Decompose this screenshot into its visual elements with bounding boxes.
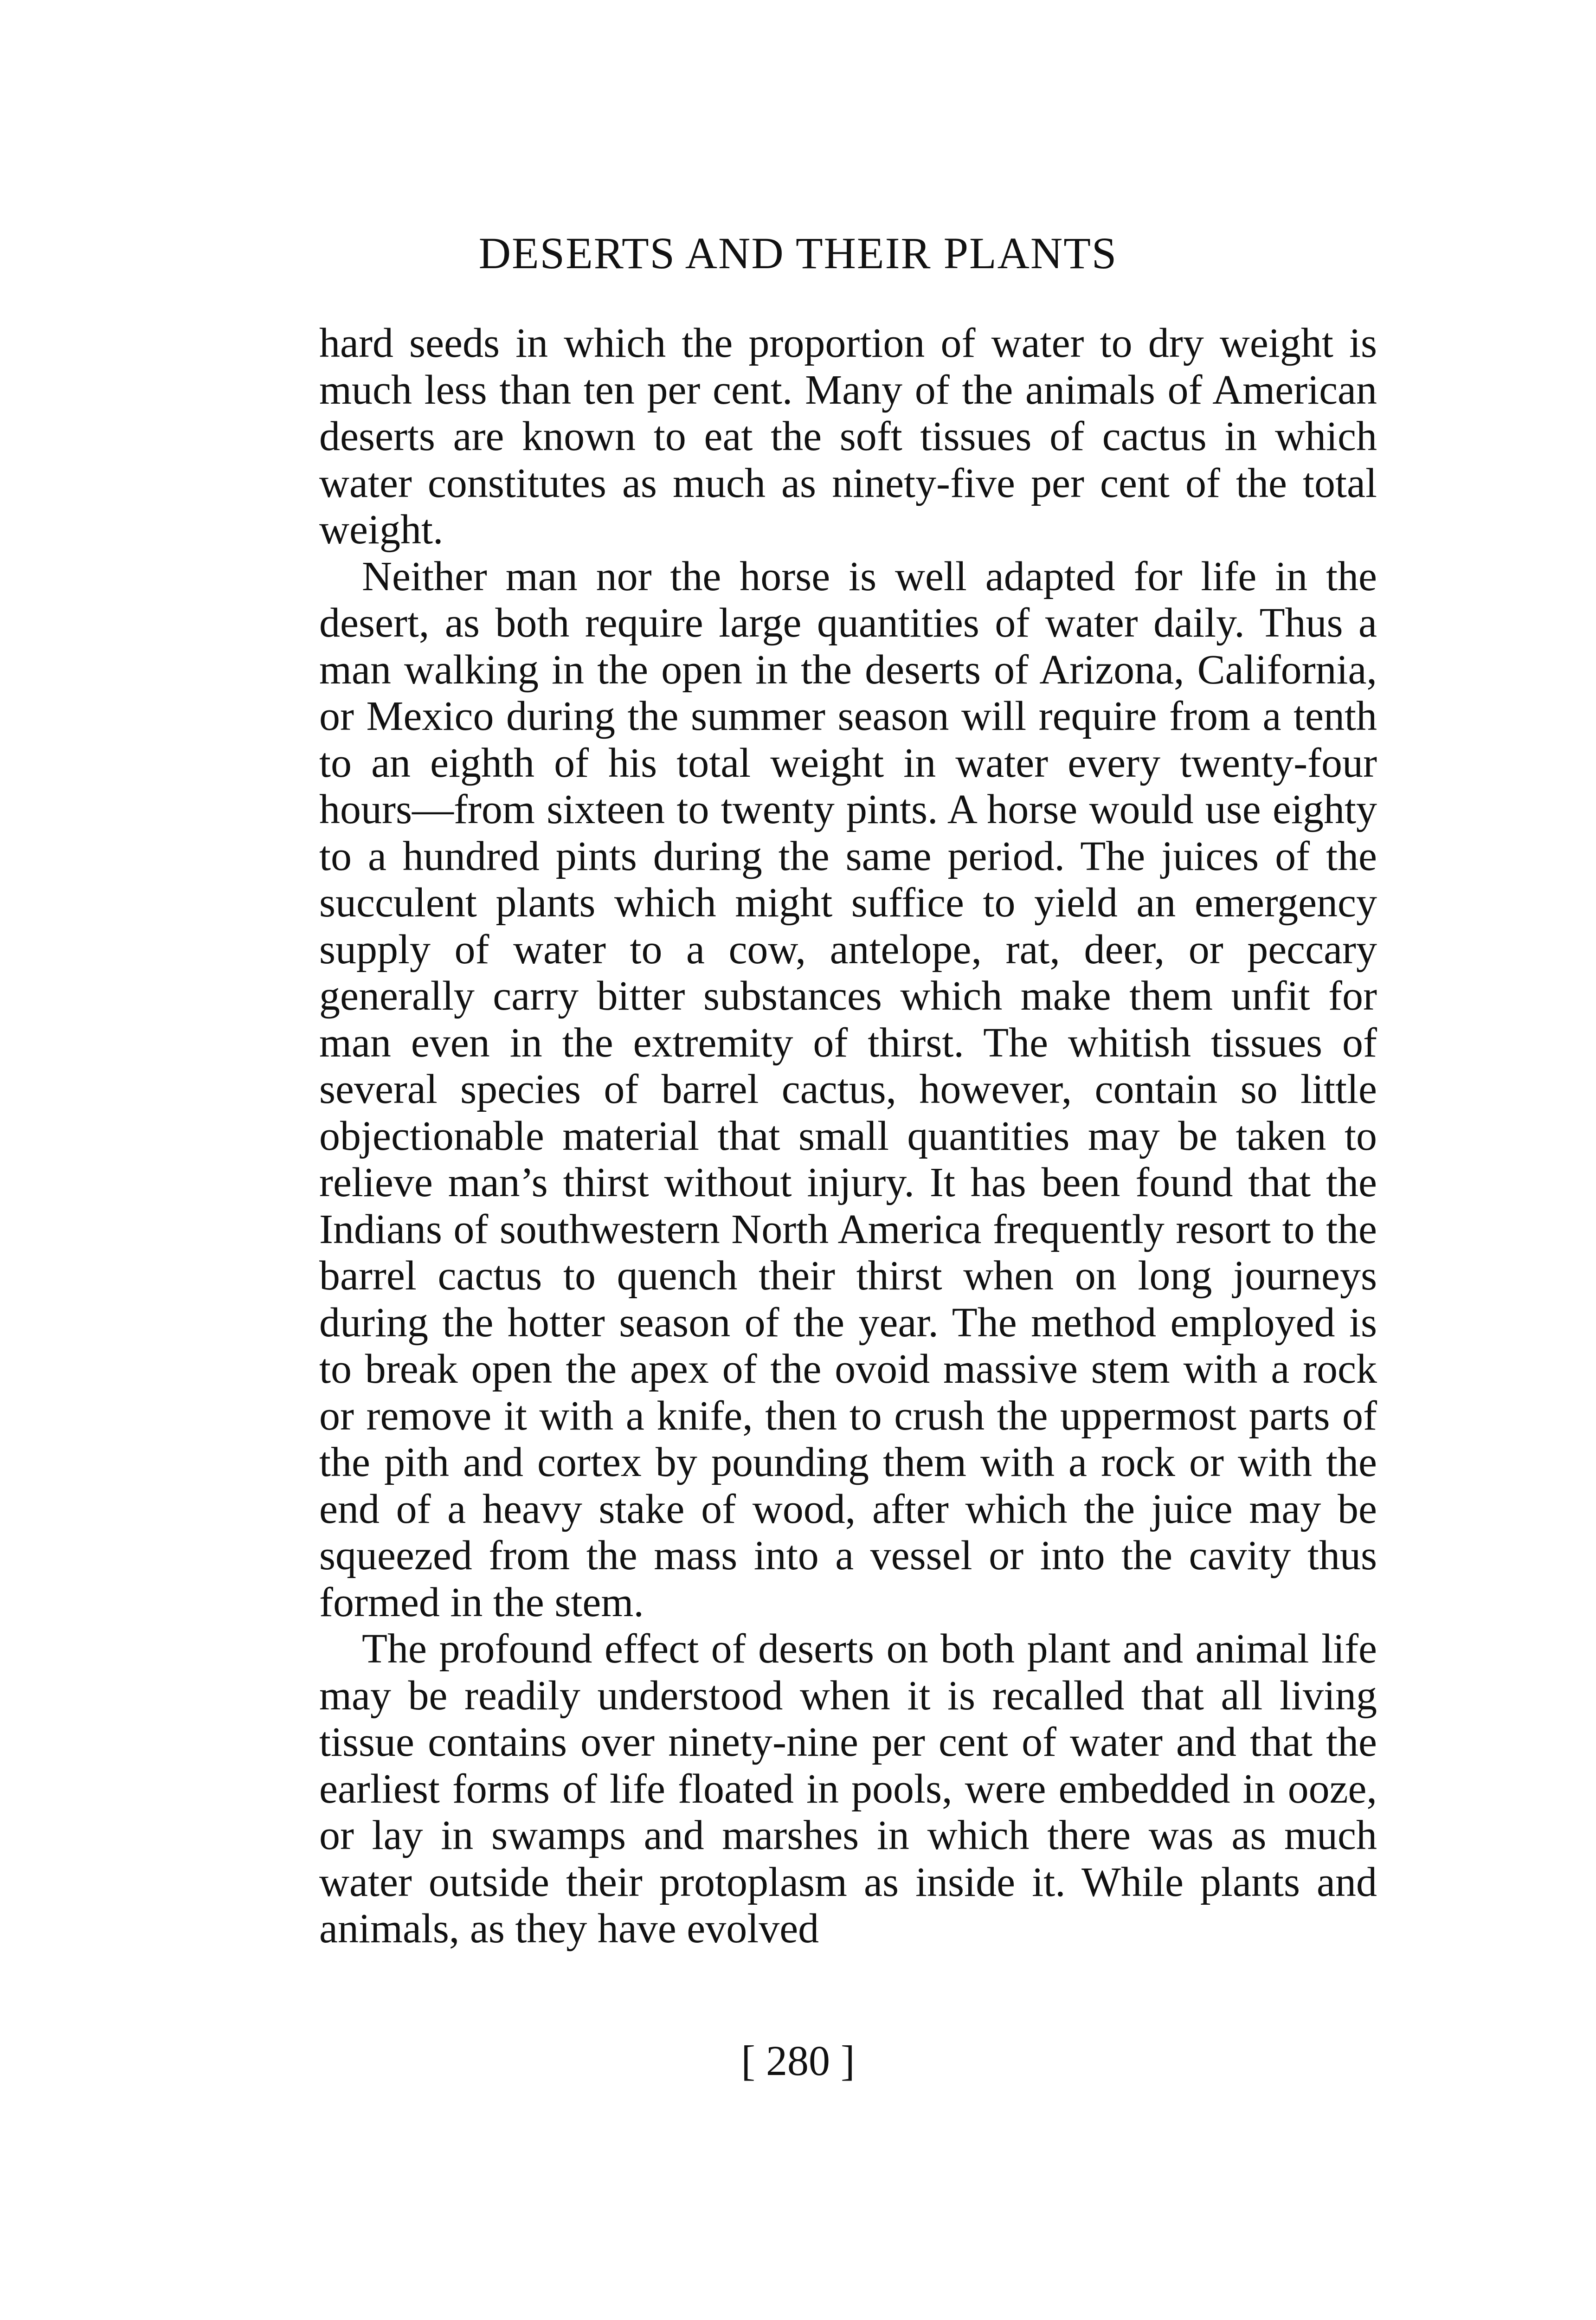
paragraph: The profound effect of deserts on both plant and animal life may be readily understood when it is recalled that all living tissue contains over ninety-nine per cent of water and that the earliest forms of life floated in pools, were embedded in ooze, or lay in swamps and marshes in which there was as much water outside their protoplasm as inside it. While plants and animals, as they have evolved (319, 1626, 1377, 1952)
running-head: DESERTS AND THEIR PLANTS (478, 228, 1118, 278)
page-number: [ 280 ] (741, 2037, 855, 2084)
body-text (319, 320, 1377, 1953)
paragraph-continuation: hard seeds in which the proportion of water to dry weight is much less than ten per cent. Many of the animals of American deserts are known to eat the soft tissues of cactus in which water constitutes as much as ninety-five per cent of the total weight. (319, 320, 1377, 553)
paragraph: Neither man nor the horse is well adapted for life in the desert, as both require large quantities of water daily. Thus a man walking in the open in the deserts of Arizona, California, or Mexico during the summer season will require from a tenth to an eighth of his total weight in water every twenty-four hours—from sixteen to twenty pints. A horse would use eighty to a hundred pints during the same period. The juices of the succulent plants which might suffice to yield an emergency supply of water to a cow, antelope, rat, deer, or peccary generally carry bitter substances which make them unfit for man even in the extremity of thirst. The whitish tissues of several species of barrel cactus, however, contain so little objectionable material that small quantities may be taken to relieve man’s thirst without injury. It has been found that the Indians of southwestern North America frequently resort to the barrel cactus to quench their thirst when on long journeys during the hotter season of the year. The method employed is to break open the apex of the ovoid massive stem with a rock or remove it with a knife, then to crush the uppermost parts of the pith and cortex by pounding them with a rock or with the end of a heavy stake of wood, after which the juice may be squeezed from the mass into a vessel or into the cavity thus formed in the stem. (319, 553, 1377, 1625)
